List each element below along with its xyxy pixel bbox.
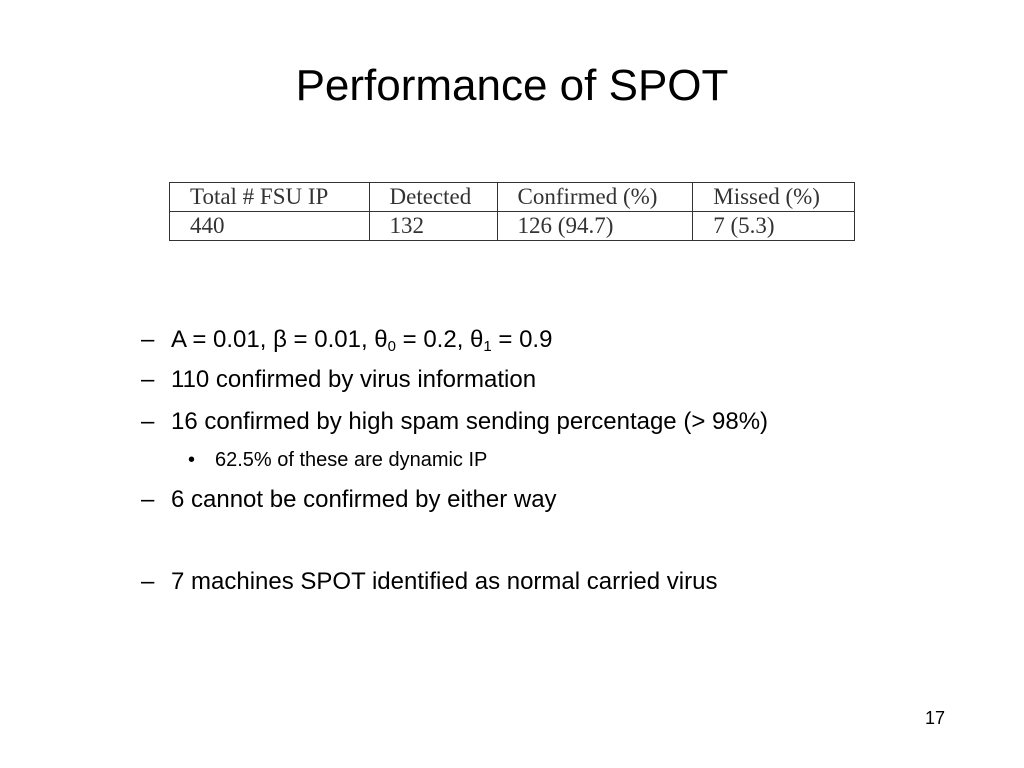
dash-marker: –: [141, 326, 155, 353]
dash-marker: –: [141, 486, 155, 513]
dash-marker: –: [141, 366, 155, 393]
table-row: [170, 212, 855, 241]
table-header-row: [170, 183, 855, 212]
sub-bullet-text: 62.5% of these are dynamic IP: [215, 449, 488, 471]
sub-bullet-item: [188, 444, 487, 476]
table-header-cell: Missed (%): [693, 183, 855, 212]
bullet-item: [141, 562, 717, 602]
bullet-text: 16 confirmed by high spam sending percentage (> 98%): [171, 408, 769, 435]
dot-marker: •: [188, 449, 196, 471]
param-text-a: A = 0.01, β = 0.01, θ: [171, 326, 388, 353]
table-header-cell: Total # FSU IP: [170, 183, 370, 212]
param-text-c: = 0.9: [491, 326, 553, 353]
slide-title: Performance of SPOT: [295, 61, 729, 110]
results-table: [169, 182, 855, 241]
bullet-text: 7 machines SPOT identified as normal carried virus: [171, 568, 718, 595]
bullet-text: 110 confirmed by virus information: [171, 366, 537, 393]
table-cell: 132: [369, 212, 497, 241]
theta-subscript-0: 0: [387, 338, 396, 355]
table-cell: 440: [170, 212, 370, 241]
bullet-item: [141, 480, 557, 520]
bullet-item: [141, 360, 536, 400]
dash-marker: –: [141, 408, 155, 435]
bullet-item: [141, 402, 768, 442]
table-header-cell: Confirmed (%): [497, 183, 693, 212]
table-header-cell: Detected: [369, 183, 497, 212]
dash-marker: –: [141, 568, 155, 595]
table-cell: 7 (5.3): [693, 212, 855, 241]
param-text-b: = 0.2, θ: [395, 326, 484, 353]
page-number: 17: [924, 708, 945, 728]
theta-subscript-1: 1: [483, 338, 492, 355]
table-cell: 126 (94.7): [497, 212, 693, 241]
bullet-text: 6 cannot be confirmed by either way: [171, 486, 557, 513]
bullet-parameters: [141, 320, 552, 360]
